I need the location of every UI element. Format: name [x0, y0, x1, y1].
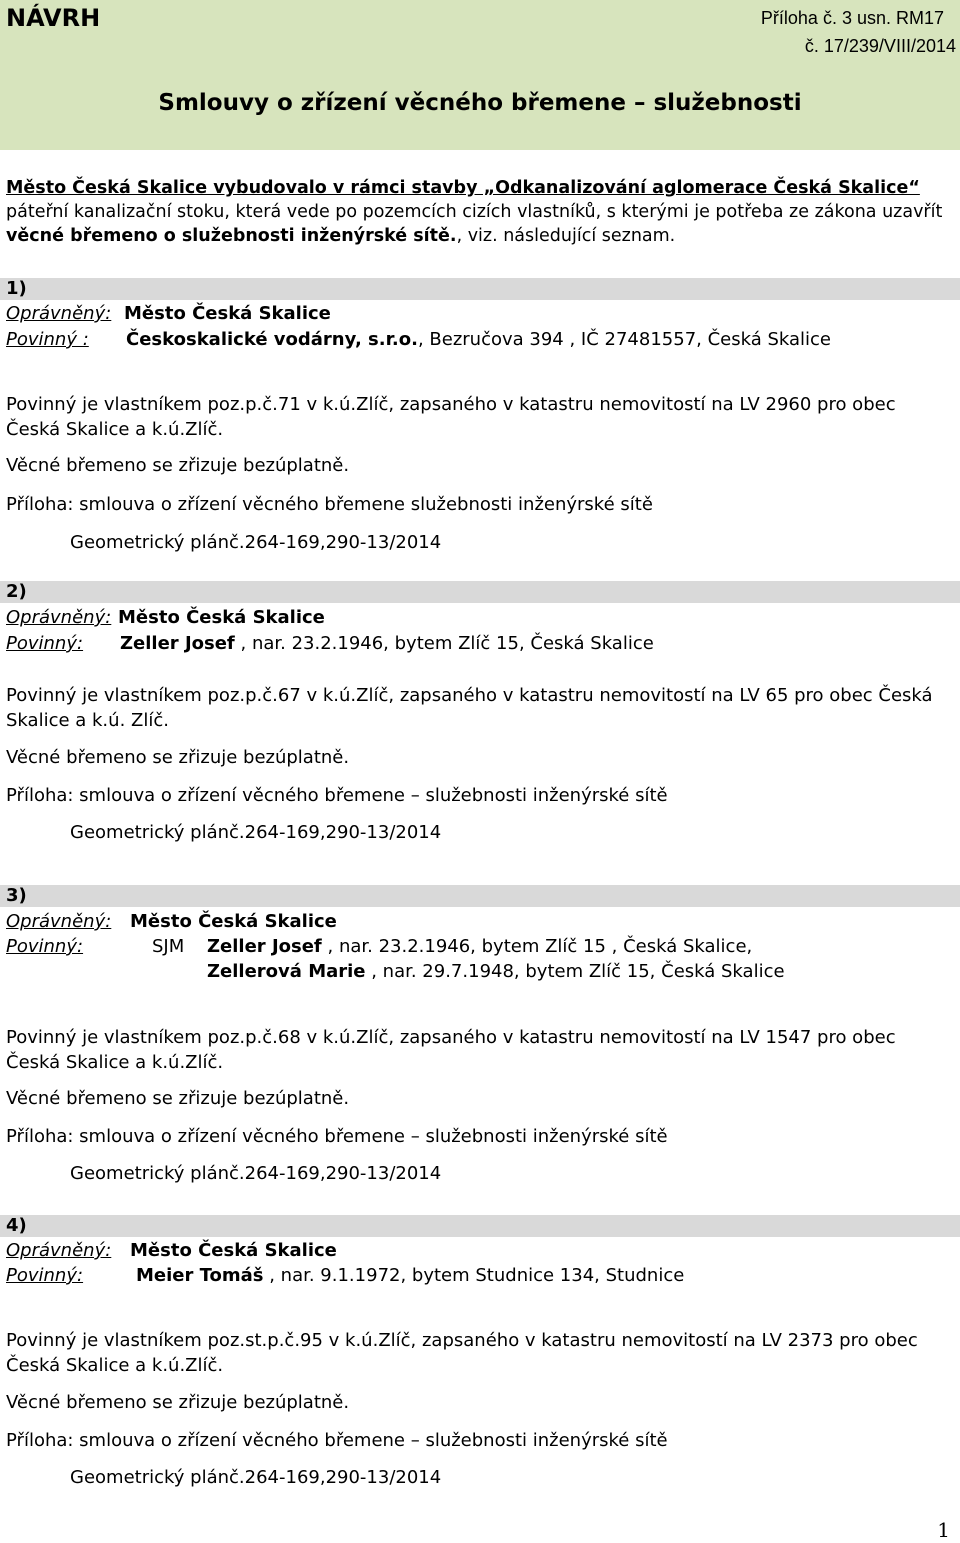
item-1-povinny-name: Českoskalické vodárny, s.r.o.: [126, 329, 418, 350]
intro-project-name: Město Česká Skalice vybudovalo v rámci stavby „Odkanalizování aglomerace Česká Skalice“: [6, 178, 920, 198]
item-2-geometric-plan: Geometrický plánč.264-169,290-13/2014: [70, 822, 442, 843]
item-1-bar: [0, 278, 960, 300]
item-4-free-of-charge: Věcné břemeno se zřizuje bezúplatně.: [6, 1392, 350, 1413]
item-1-opravneny-label: Oprávněný:: [6, 303, 112, 324]
item-3-geometric-plan: Geometrický plánč.264-169,290-13/2014: [70, 1163, 442, 1184]
item-4-povinny-label: Povinný:: [6, 1265, 84, 1286]
page-number: 1: [937, 1518, 950, 1542]
item-4-ownership: [6, 1328, 956, 1378]
draft-stamp: NÁVRH: [6, 4, 101, 32]
item-3-povinny-name-1: Zeller Josef: [207, 936, 322, 957]
item-2-opravneny-label: Oprávněný:: [6, 607, 112, 628]
item-1-ownership-line2: Česká Skalice a k.ú.Zlíč.: [6, 419, 224, 440]
item-4-attachment: Příloha: smlouva o zřízení věcného břemene – služebnosti inženýrské sítě: [6, 1430, 668, 1451]
item-3-bar: [0, 885, 960, 907]
item-4-opravneny-label: Oprávněný:: [6, 1240, 112, 1261]
item-3-opravneny-value: Město Česká Skalice: [130, 911, 337, 932]
item-1-povinny-value: [126, 329, 831, 350]
intro-tail: , viz. následující seznam.: [456, 226, 676, 246]
item-3-attachment: Příloha: smlouva o zřízení věcného břemene – služebnosti inženýrské sítě: [6, 1126, 668, 1147]
item-1-free-of-charge: Věcné břemeno se zřizuje bezúplatně.: [6, 455, 350, 476]
document-title: Smlouvy o zřízení věcného břemene – služebnosti: [158, 90, 802, 116]
item-3-ownership: [6, 1025, 956, 1075]
item-3-free-of-charge: Věcné břemeno se zřizuje bezúplatně.: [6, 1088, 350, 1109]
item-2-povinny-label: Povinný:: [6, 633, 84, 654]
item-4-ownership-line1: Povinný je vlastníkem poz.st.p.č.95 v k.ú.Zlíč, zapsaného v katastru nemovitostí na LV 2373 pro obec: [6, 1330, 918, 1351]
item-1-number: 1): [6, 278, 27, 299]
item-2-number: 2): [6, 581, 27, 602]
item-4-bar: [0, 1215, 960, 1237]
item-3-povinny-label: Povinný:: [6, 936, 84, 957]
item-3-povinny-details-2: , nar. 29.7.1948, bytem Zlíč 15, Česká Skalice: [365, 961, 785, 982]
item-1-opravneny-value: Město Česká Skalice: [124, 303, 331, 324]
item-4-povinny-value: [136, 1265, 684, 1286]
item-1-povinny-label: Povinný :: [6, 329, 89, 350]
item-2-attachment: Příloha: smlouva o zřízení věcného břemene – služebnosti inženýrské sítě: [6, 785, 668, 806]
item-4-povinny-name: Meier Tomáš: [136, 1265, 264, 1286]
item-3-ownership-line1: Povinný je vlastníkem poz.p.č.68 v k.ú.Zlíč, zapsaného v katastru nemovitostí na LV 1547 pro obec: [6, 1027, 896, 1048]
item-1-geometric-plan: Geometrický plánč.264-169,290-13/2014: [70, 532, 442, 553]
item-3-opravneny-label: Oprávněný:: [6, 911, 112, 932]
item-2-free-of-charge: Věcné břemeno se zřizuje bezúplatně.: [6, 747, 350, 768]
annex-reference-line2: č. 17/239/VIII/2014: [804, 36, 956, 56]
item-3-povinny-value-2: [207, 961, 785, 982]
item-2-povinny-value: [120, 633, 654, 654]
item-2-povinny-details: , nar. 23.2.1946, bytem Zlíč 15, Česká Skalice: [234, 633, 654, 654]
item-3-povinny-name-2: Zellerová Marie: [207, 961, 366, 982]
item-3-ownership-line2: Česká Skalice a k.ú.Zlíč.: [6, 1052, 224, 1073]
item-4-opravneny-value: Město Česká Skalice: [130, 1240, 337, 1261]
item-3-sjm: SJM: [152, 936, 185, 957]
item-4-number: 4): [6, 1215, 27, 1236]
item-2-opravneny-value: Město Česká Skalice: [118, 607, 325, 628]
item-1-povinny-details: , Bezručova 394 , IČ 27481557, Česká Skalice: [417, 329, 832, 350]
item-1-attachment: Příloha: smlouva o zřízení věcného břemene služebnosti inženýrské sítě: [6, 494, 653, 515]
intro-paragraph: [6, 176, 956, 248]
item-2-ownership-line1: Povinný je vlastníkem poz.p.č.67 v k.ú.Zlíč, zapsaného v katastru nemovitostí na LV 65 pro obec Česká: [6, 685, 933, 706]
item-2-bar: [0, 581, 960, 603]
item-2-ownership-line2: Skalice a k.ú. Zlíč.: [6, 710, 169, 731]
item-1-ownership-line1: Povinný je vlastníkem poz.p.č.71 v k.ú.Zlíč, zapsaného v katastru nemovitostí na LV 2960 pro obec: [6, 394, 896, 415]
item-4-povinny-details: , nar. 9.1.1972, bytem Studnice 134, Studnice: [263, 1265, 685, 1286]
item-4-geometric-plan: Geometrický plánč.264-169,290-13/2014: [70, 1467, 442, 1488]
item-2-ownership: [6, 683, 956, 733]
item-3-povinny-details-1: , nar. 23.2.1946, bytem Zlíč 15 , Česká Skalice,: [321, 936, 753, 957]
intro-emphasis: věcné břemeno o služebnosti inženýrské sítě.: [6, 226, 457, 246]
item-1-ownership: [6, 392, 956, 442]
item-4-ownership-line2: Česká Skalice a k.ú.Zlíč.: [6, 1355, 224, 1376]
item-3-povinny-value-1: [207, 936, 752, 957]
intro-text: páteřní kanalizační stoku, která vede po pozemcích cizích vlastníků, s kterými je potřeba ze zákona uzavřít: [6, 202, 943, 222]
item-3-number: 3): [6, 885, 27, 906]
item-2-povinny-name: Zeller Josef: [120, 633, 235, 654]
annex-reference-line1: Příloha č. 3 usn. RM17: [760, 8, 944, 28]
